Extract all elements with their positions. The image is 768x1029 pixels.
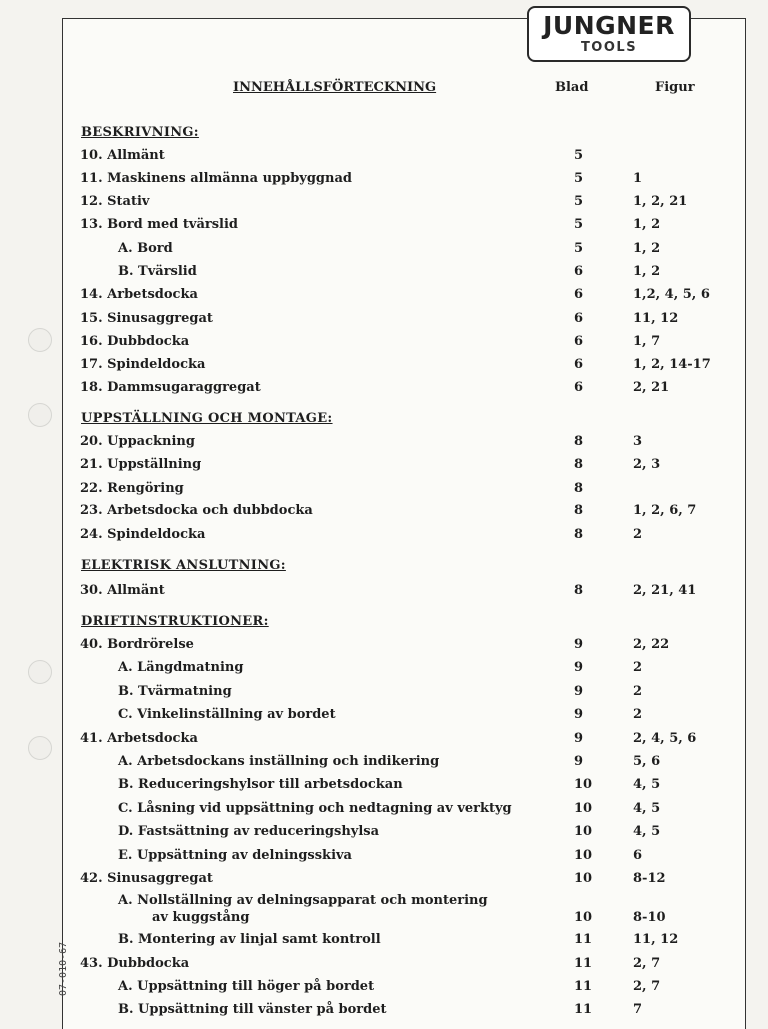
- binder-hole: [28, 328, 52, 352]
- toc-entry-blad: 9: [574, 637, 584, 652]
- toc-entry-label: 42. Sinusaggregat: [80, 871, 213, 886]
- toc-entry-blad: 10: [574, 871, 593, 886]
- page-title: INNEHÅLLSFÖRTECKNING: [233, 80, 437, 95]
- toc-entry-blad: 11: [574, 956, 593, 971]
- binder-hole: [28, 660, 52, 684]
- toc-entry-blad: 6: [574, 287, 584, 302]
- toc-entry-blad: 9: [574, 660, 584, 675]
- toc-entry-blad: 9: [574, 754, 584, 769]
- toc-entry-figur: 8-10: [633, 910, 666, 925]
- toc-entry-figur: 2, 3: [633, 457, 661, 472]
- toc-entry-blad: 6: [574, 380, 584, 395]
- toc-entry-label: A. Uppsättning till höger på bordet: [118, 979, 375, 994]
- toc-entry-label: D. Fastsättning av reduceringshylsa: [118, 824, 380, 839]
- toc-entry-label: DRIFTINSTRUKTIONER:: [81, 614, 269, 629]
- toc-entry-label: av kuggstång: [152, 910, 250, 925]
- toc-entry-figur: 1, 2: [633, 264, 661, 279]
- toc-entry-label: 22. Rengöring: [80, 481, 184, 496]
- toc-entry-label: 43. Dubbdocka: [80, 956, 190, 971]
- toc-entry-figur: 2, 7: [633, 979, 661, 994]
- toc-entry-label: 18. Dammsugaraggregat: [80, 380, 261, 395]
- toc-entry-label: 24. Spindeldocka: [80, 527, 206, 542]
- toc-entry-label: B. Montering av linjal samt kontroll: [118, 932, 381, 947]
- toc-entry-label: UPPSTÄLLNING OCH MONTAGE:: [81, 411, 333, 426]
- toc-entry-blad: 10: [574, 777, 593, 792]
- toc-entry-blad: 6: [574, 311, 584, 326]
- toc-entry-figur: 4, 5: [633, 801, 661, 816]
- toc-entry-figur: 2, 4, 5, 6: [633, 731, 697, 746]
- toc-entry-label: B. Reduceringshylsor till arbetsdockan: [118, 777, 403, 792]
- toc-entry-figur: 2, 7: [633, 956, 661, 971]
- toc-entry-blad: 6: [574, 264, 584, 279]
- toc-entry-label: C. Låsning vid uppsättning och nedtagning av verktyg: [118, 801, 512, 816]
- toc-entry-figur: 3: [633, 434, 643, 449]
- column-header-blad: Blad: [555, 80, 589, 95]
- toc-entry-figur: 11, 12: [633, 932, 679, 947]
- toc-entry-figur: 4, 5: [633, 824, 661, 839]
- toc-entry-figur: 2: [633, 660, 643, 675]
- toc-entry-label: 15. Sinusaggregat: [80, 311, 213, 326]
- toc-entry-figur: 1, 2, 21: [633, 194, 688, 209]
- toc-entry-blad: 10: [574, 910, 593, 925]
- toc-entry-figur: 4, 5: [633, 777, 661, 792]
- toc-entry-figur: 1,2, 4, 5, 6: [633, 287, 710, 302]
- toc-entry-figur: 7: [633, 1002, 643, 1017]
- toc-entry-blad: 11: [574, 932, 593, 947]
- toc-entry-blad: 5: [574, 241, 584, 256]
- toc-entry-blad: 8: [574, 583, 584, 598]
- toc-entry-label: B. Tvärmatning: [118, 684, 232, 699]
- toc-entry-label: A. Bord: [118, 241, 173, 256]
- toc-entry-blad: 10: [574, 848, 593, 863]
- toc-entry-blad: 6: [574, 357, 584, 372]
- toc-entry-label: 17. Spindeldocka: [80, 357, 206, 372]
- toc-entry-figur: 2: [633, 527, 643, 542]
- toc-entry-figur: 1: [633, 171, 643, 186]
- binder-hole: [28, 403, 52, 427]
- toc-entry-blad: 11: [574, 979, 593, 994]
- toc-entry-blad: 9: [574, 731, 584, 746]
- toc-entry-label: 20. Uppackning: [80, 434, 195, 449]
- toc-entry-label: 21. Uppställning: [80, 457, 202, 472]
- logo-brand: JUNGNER: [543, 11, 675, 40]
- toc-entry-figur: 1, 7: [633, 334, 661, 349]
- toc-entry-blad: 5: [574, 217, 584, 232]
- toc-entry-figur: 2: [633, 684, 643, 699]
- toc-entry-figur: 2, 22: [633, 637, 670, 652]
- toc-entry-blad: 8: [574, 503, 584, 518]
- toc-entry-figur: 2: [633, 707, 643, 722]
- toc-entry-blad: 8: [574, 527, 584, 542]
- toc-entry-blad: 5: [574, 194, 584, 209]
- toc-entry-label: 11. Maskinens allmänna uppbyggnad: [80, 171, 352, 186]
- toc-entry-blad: 11: [574, 1002, 593, 1017]
- toc-entry-label: C. Vinkelinställning av bordet: [118, 707, 336, 722]
- toc-entry-blad: 10: [574, 801, 593, 816]
- toc-entry-label: 16. Dubbdocka: [80, 334, 190, 349]
- toc-entry-figur: 1, 2: [633, 241, 661, 256]
- toc-entry-blad: 8: [574, 434, 584, 449]
- toc-entry-figur: 2, 21: [633, 380, 670, 395]
- toc-entry-label: 40. Bordrörelse: [80, 637, 194, 652]
- toc-entry-blad: 5: [574, 148, 584, 163]
- toc-entry-label: 23. Arbetsdocka och dubbdocka: [80, 503, 313, 518]
- toc-entry-label: 12. Stativ: [80, 194, 150, 209]
- toc-entry-figur: 1, 2: [633, 217, 661, 232]
- toc-entry-label: A. Arbetsdockans inställning och indikering: [118, 754, 440, 769]
- toc-entry-label: 10. Allmänt: [80, 148, 165, 163]
- toc-entry-figur: 1, 2, 14-17: [633, 357, 711, 372]
- toc-entry-figur: 5, 6: [633, 754, 661, 769]
- toc-entry-figur: 11, 12: [633, 311, 679, 326]
- toc-entry-label: A. Nollställning av delningsapparat och montering: [118, 893, 488, 908]
- binder-hole: [28, 736, 52, 760]
- toc-entry-figur: 2, 21, 41: [633, 583, 697, 598]
- column-header-figur: Figur: [655, 80, 695, 95]
- toc-entry-figur: 8-12: [633, 871, 666, 886]
- toc-entry-blad: 9: [574, 707, 584, 722]
- toc-entry-label: 14. Arbetsdocka: [80, 287, 198, 302]
- toc-entry-blad: 6: [574, 334, 584, 349]
- toc-entry-label: BESKRIVNING:: [81, 125, 199, 140]
- toc-entry-blad: 9: [574, 684, 584, 699]
- toc-entry-label: B. Uppsättning till vänster på bordet: [118, 1002, 387, 1017]
- toc-entry-figur: 1, 2, 6, 7: [633, 503, 697, 518]
- toc-entry-label: 30. Allmänt: [80, 583, 165, 598]
- logo-sub: TOOLS: [580, 40, 638, 55]
- toc-entry-blad: 8: [574, 481, 584, 496]
- jungner-tools-logo: [527, 6, 691, 62]
- toc-entry-blad: 10: [574, 824, 593, 839]
- toc-entry-label: ELEKTRISK ANSLUTNING:: [81, 558, 286, 573]
- toc-entry-label: A. Längdmatning: [118, 660, 244, 675]
- document-code: 07-010-67: [58, 941, 69, 996]
- toc-entry-label: 13. Bord med tvärslid: [80, 217, 239, 232]
- toc-entry-blad: 5: [574, 171, 584, 186]
- toc-entry-label: E. Uppsättning av delningsskiva: [118, 848, 352, 863]
- toc-entry-blad: 8: [574, 457, 584, 472]
- toc-entry-label: 41. Arbetsdocka: [80, 731, 198, 746]
- toc-entry-figur: 6: [633, 848, 643, 863]
- toc-entry-label: B. Tvärslid: [118, 264, 197, 279]
